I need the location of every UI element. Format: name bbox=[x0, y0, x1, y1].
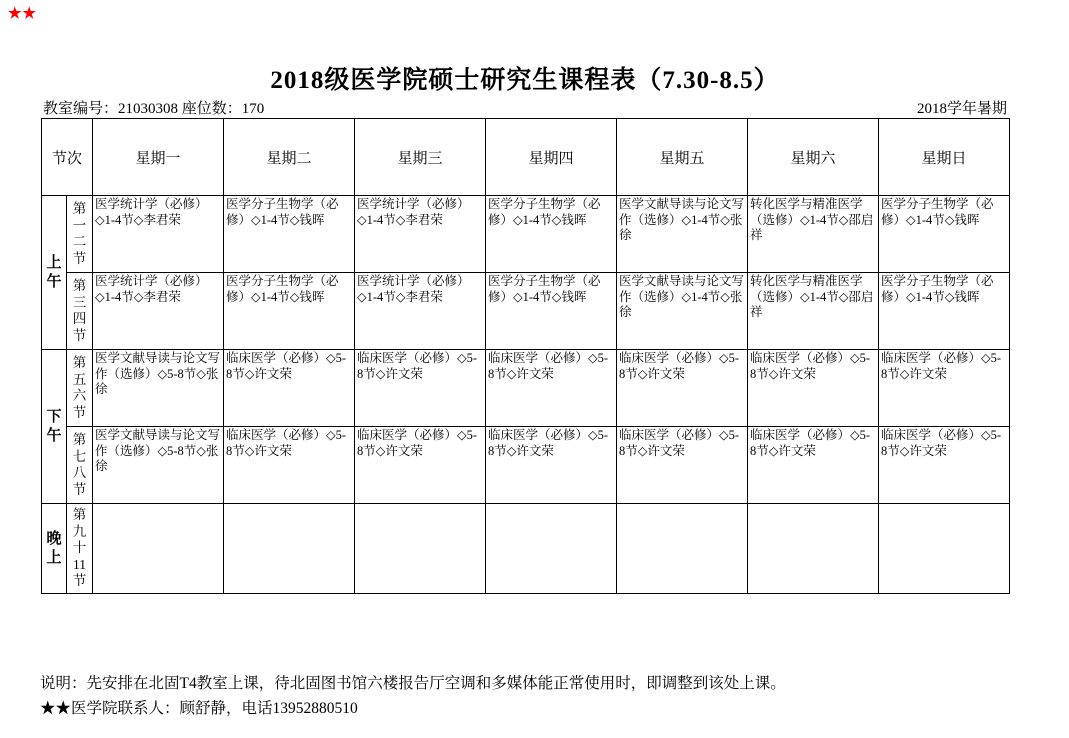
course-cell: 医学文献导读与论文写作（选修）◇5-8节◇张徐 bbox=[93, 350, 224, 427]
course-cell: 医学分子生物学（必修）◇1-4节◇钱晖 bbox=[224, 196, 355, 273]
table-row bbox=[42, 504, 1010, 594]
period-label-7-8 bbox=[67, 427, 93, 504]
session-label-text: 上午 bbox=[46, 254, 62, 290]
day-header-thursday: 星期四 bbox=[486, 119, 617, 196]
course-cell: 临床医学（必修）◇5-8节◇许文荣 bbox=[879, 427, 1010, 504]
period-label-text: 第五六节 bbox=[72, 355, 87, 420]
course-cell: 医学统计学（必修）◇1-4节◇李君荣 bbox=[355, 273, 486, 350]
course-cell: 临床医学（必修）◇5-8节◇许文荣 bbox=[355, 350, 486, 427]
day-header-wednesday: 星期三 bbox=[355, 119, 486, 196]
course-cell: 临床医学（必修）◇5-8节◇许文荣 bbox=[355, 427, 486, 504]
session-label-morning bbox=[42, 196, 67, 350]
course-cell: 医学分子生物学（必修）◇1-4节◇钱晖 bbox=[224, 273, 355, 350]
course-cell: 临床医学（必修）◇5-8节◇许文荣 bbox=[879, 350, 1010, 427]
period-col-header: 节次 bbox=[42, 119, 93, 196]
course-cell bbox=[879, 504, 1010, 594]
day-header-saturday: 星期六 bbox=[748, 119, 879, 196]
course-cell: 医学分子生物学（必修）◇1-4节◇钱晖 bbox=[486, 196, 617, 273]
term-info: 2018学年暑期 bbox=[916, 101, 1007, 117]
table-row bbox=[42, 427, 1010, 504]
period-label-3-4 bbox=[67, 273, 93, 350]
period-label-text: 第九十11节 bbox=[72, 507, 87, 589]
course-cell: 临床医学（必修）◇5-8节◇许文荣 bbox=[617, 350, 748, 427]
period-label-5-6 bbox=[67, 350, 93, 427]
course-cell: 医学分子生物学（必修）◇1-4节◇钱晖 bbox=[486, 273, 617, 350]
course-cell: 转化医学与精准医学（选修）◇1-4节◇邵启祥 bbox=[748, 273, 879, 350]
session-label-afternoon bbox=[42, 350, 67, 504]
day-header-monday: 星期一 bbox=[93, 119, 224, 196]
course-cell bbox=[355, 504, 486, 594]
note-text: 说明：先安排在北固T4教室上课，待北固图书馆六楼报告厅空调和多媒体能正常使用时，即调整到该处上课。 bbox=[40, 675, 786, 692]
course-cell: 医学分子生物学（必修）◇1-4节◇钱晖 bbox=[879, 273, 1010, 350]
contact-text: ★★医学院联系人：顾舒静，电话13952880510 bbox=[40, 700, 358, 717]
course-cell: 转化医学与精准医学（选修）◇1-4节◇邵启祥 bbox=[748, 196, 879, 273]
table-row bbox=[42, 196, 1010, 273]
session-label-evening bbox=[42, 504, 67, 594]
page-title: 2018级医学院硕士研究生课程表（7.30-8.5） bbox=[270, 67, 780, 94]
table-header-row bbox=[42, 119, 1010, 196]
course-cell: 医学统计学（必修）◇1-4节◇李君荣 bbox=[93, 273, 224, 350]
course-cell: 医学文献导读与论文写作（选修）◇1-4节◇张徐 bbox=[617, 273, 748, 350]
period-label-text: 第一二节 bbox=[72, 201, 87, 266]
course-cell: 医学分子生物学（必修）◇1-4节◇钱晖 bbox=[879, 196, 1010, 273]
course-cell: 临床医学（必修）◇5-8节◇许文荣 bbox=[748, 427, 879, 504]
course-cell bbox=[224, 504, 355, 594]
day-header-sunday: 星期日 bbox=[879, 119, 1010, 196]
day-header-tuesday: 星期二 bbox=[224, 119, 355, 196]
course-cell: 临床医学（必修）◇5-8节◇许文荣 bbox=[617, 427, 748, 504]
corner-mark: ★★ bbox=[8, 6, 37, 22]
schedule-table bbox=[41, 118, 1010, 594]
course-cell bbox=[617, 504, 748, 594]
session-label-text: 晚上 bbox=[46, 530, 62, 566]
session-label-text: 下午 bbox=[46, 408, 62, 444]
course-cell: 临床医学（必修）◇5-8节◇许文荣 bbox=[486, 350, 617, 427]
course-cell bbox=[486, 504, 617, 594]
day-header-friday: 星期五 bbox=[617, 119, 748, 196]
period-label-1-2 bbox=[67, 196, 93, 273]
course-cell: 医学文献导读与论文写作（选修）◇1-4节◇张徐 bbox=[617, 196, 748, 273]
table-row bbox=[42, 350, 1010, 427]
course-cell bbox=[748, 504, 879, 594]
course-cell: 医学统计学（必修）◇1-4节◇李君荣 bbox=[355, 196, 486, 273]
period-label-text: 第七八节 bbox=[72, 432, 87, 497]
course-cell bbox=[93, 504, 224, 594]
period-label-text: 第三四节 bbox=[72, 278, 87, 343]
course-cell: 临床医学（必修）◇5-8节◇许文荣 bbox=[224, 427, 355, 504]
table-row bbox=[42, 273, 1010, 350]
course-cell: 临床医学（必修）◇5-8节◇许文荣 bbox=[748, 350, 879, 427]
room-info: 教室编号：21030308 座位数：170 bbox=[43, 101, 265, 117]
course-cell: 医学统计学（必修）◇1-4节◇李君荣 bbox=[93, 196, 224, 273]
course-cell: 医学文献导读与论文写作（选修）◇5-8节◇张徐 bbox=[93, 427, 224, 504]
period-label-9-11 bbox=[67, 504, 93, 594]
course-cell: 临床医学（必修）◇5-8节◇许文荣 bbox=[224, 350, 355, 427]
subtitle-row bbox=[41, 96, 1009, 118]
course-cell: 临床医学（必修）◇5-8节◇许文荣 bbox=[486, 427, 617, 504]
